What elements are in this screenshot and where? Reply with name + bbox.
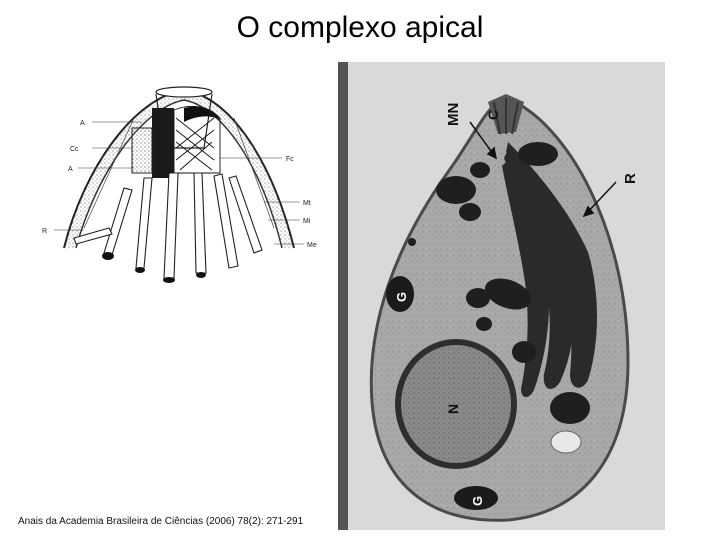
diagram-label-a: A (68, 166, 73, 173)
conoid-dark-block (152, 108, 174, 178)
diagram-label-mi: Mi (303, 218, 311, 225)
micro-label-c: C (485, 109, 501, 120)
slide-title: O complexo apical (236, 11, 484, 44)
micro-label-g-lower: G (470, 495, 485, 506)
micro-label-n: N (445, 403, 461, 414)
conoid-ring (156, 87, 212, 97)
diagram-label-mt: Mt (303, 200, 311, 207)
diagram-label-a-top: A (80, 120, 85, 127)
micro-label-g-upper: G (394, 291, 409, 302)
rhoptry-tips (102, 252, 206, 283)
electron-micrograph (338, 62, 665, 530)
pellicle-band (64, 90, 294, 248)
micro-label-mn: MN (445, 102, 462, 126)
diagram-label-fc: Fc (286, 156, 294, 163)
diagram-label-me: Me (307, 242, 317, 249)
diagram-label-r: R (42, 228, 48, 235)
diagram-label-cc: Cc (70, 146, 79, 153)
micro-label-r: R (622, 173, 639, 184)
apical-complex-diagram (24, 78, 324, 298)
conoid-striped (132, 128, 152, 173)
vacuole (551, 431, 581, 453)
source-caption: Anais da Academia Brasileira de Ciências (2006) 78(2): 271-291 (18, 516, 304, 527)
